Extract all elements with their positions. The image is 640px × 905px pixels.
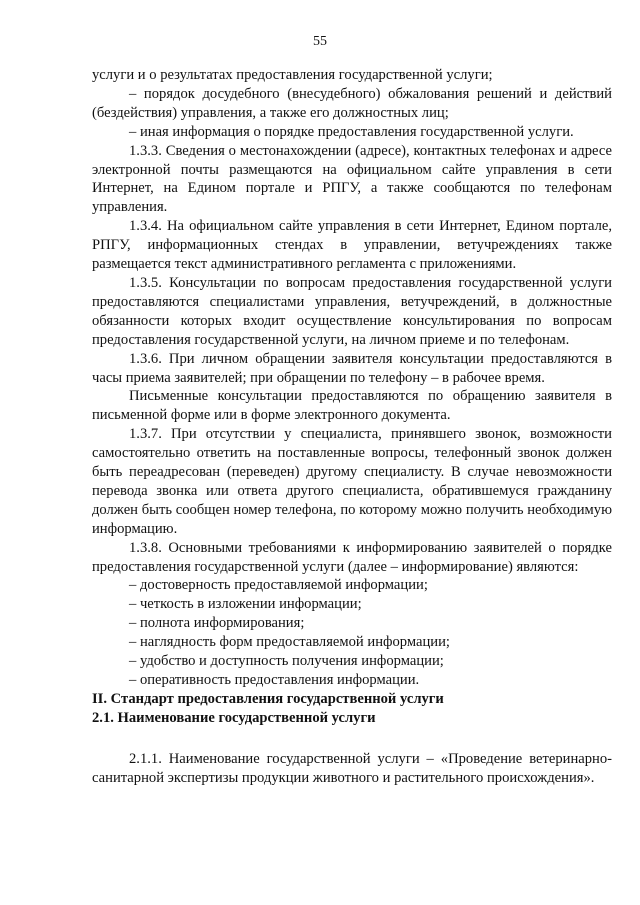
requirement-item: – полнота информирования; [129, 615, 305, 632]
section-heading: II. Стандарт предоставления государственной услуги [92, 690, 444, 707]
list-item-other-info: – иная информация о порядке предоставления государственной услуги. [129, 123, 574, 140]
page-content [92, 66, 612, 788]
page-number: 55 [313, 34, 327, 49]
requirement-item: – четкость в изложении информации; [129, 596, 362, 613]
list-item-appeal-procedure: – порядок досудебного (внесудебного) обжалования решений и действий (бездействия) управления, а также его должностных лиц; [92, 85, 612, 121]
requirement-item: – наглядность форм предоставляемой информации; [129, 634, 450, 651]
paragraph-continuation: услуги и о результатах предоставления государственной услуги; [92, 67, 493, 83]
requirement-item: – достоверность предоставляемой информации; [129, 577, 428, 594]
requirement-item: – оперативность предоставления информации. [129, 672, 420, 688]
paragraph-1-3-3: 1.3.3. Сведения о местонахождении (адресе), контактных телефонах и адресе электронной почты размещаются на официальном сайте управления в сети Интернет, на Едином портале и РПГУ, а также сообщаются по телефонам управления. [92, 142, 612, 216]
paragraph-1-3-8: 1.3.8. Основными требованиями к информированию заявителей о порядке предоставления государственной услуги (далее – информирование) являются: [92, 539, 612, 575]
paragraph-2-1-1: 2.1.1. Наименование государственной услуги – «Проведение ветеринарно-санитарной экспертизы продукции животного и растительного происхождения». [92, 750, 612, 786]
paragraph-1-3-6: 1.3.6. При личном обращении заявителя консультации предоставляются в часы приема заявителей; при обращении по телефону – в рабочее время. [92, 350, 612, 386]
paragraph-written-consultations: Письменные консультации предоставляются по обращению заявителя в письменной форме или в форме электронного документа. [92, 388, 612, 424]
subsection-heading: 2.1. Наименование государственной услуги [92, 709, 376, 726]
requirement-item: – удобство и доступность получения информации; [129, 653, 444, 670]
paragraph-1-3-5: 1.3.5. Консультации по вопросам предоставления государственной услуги предоставляются специалистами управления, ветучреждений, в должностные обязанности которых входит осуществление консультирования по вопросам предоставления государственной услуги, на личном приеме и по телефонам. [92, 274, 612, 348]
paragraph-1-3-4: 1.3.4. На официальном сайте управления в сети Интернет, Едином портале, РПГУ, информационных стендах в управлении, ветучреждениях также размещается текст административного регламента с приложениями. [92, 218, 612, 273]
paragraph-1-3-7: 1.3.7. При отсутствии у специалиста, принявшего звонок, возможности самостоятельно ответить на поставленные вопросы, телефонный звонок должен быть переадресован (переведен) другому специалисту. В случае невозможности перевода звонка или ответа другого специалиста, обратившемуся гражданину должен быть сообщен номер телефона, по которому можно получить необходимую информацию. [92, 426, 612, 537]
